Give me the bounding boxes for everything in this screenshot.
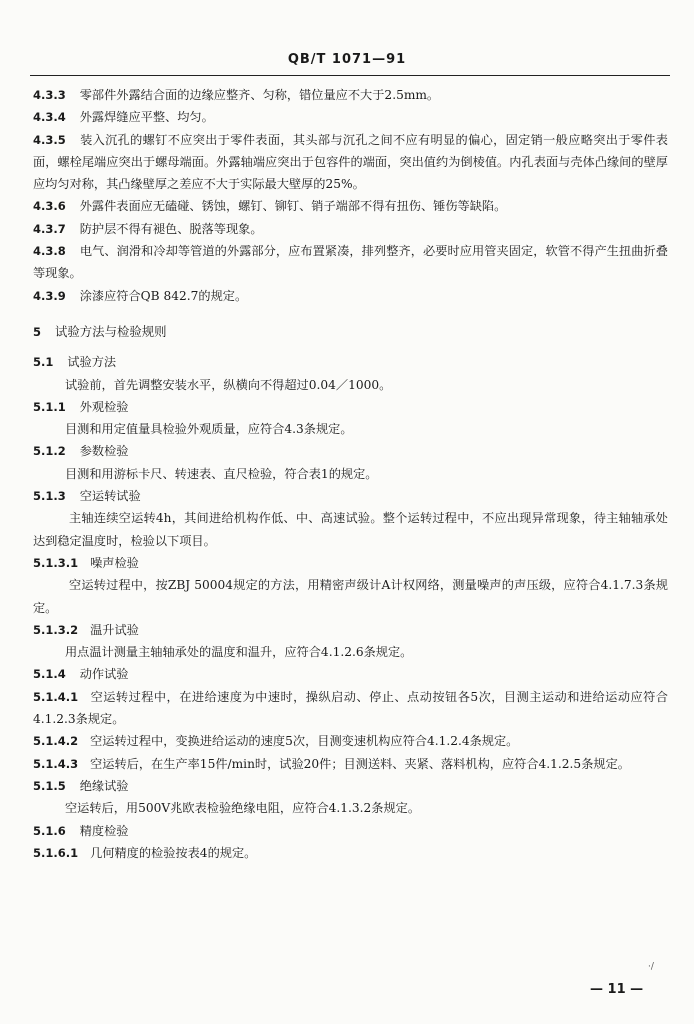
clause-number: 5.1.3 <box>33 489 66 504</box>
section-gap <box>33 307 668 321</box>
clause-text: 空运转过程中，变换进给运动的速度5次，目测变速机构应符合4.1.2.4条规定。 <box>90 734 519 749</box>
clause-number: 4.3.7 <box>33 221 66 236</box>
clause-4-3-9 <box>33 285 668 307</box>
clause-5-1-2-body: 目测和用游标卡尺、转速表、直尺检验，符合表1的规定。 <box>65 466 378 481</box>
clause-title: 温升试验 <box>90 622 139 637</box>
clause-5-1-1-body: 目测和用定值量具检验外观质量，应符合4.3条规定。 <box>65 422 353 437</box>
section-title: 试验方法与检验规则 <box>55 323 167 339</box>
clause-text: 防护层不得有褪色、脱落等现象。 <box>79 221 263 236</box>
clause-title: 绝缘试验 <box>79 778 129 793</box>
clause-4-3-8 <box>33 240 668 285</box>
clause-title: 空运转试验 <box>79 489 141 504</box>
clause-text: 外露焊缝应平整、均匀。 <box>79 110 214 125</box>
clause-text: 装入沉孔的螺钉不应突出于零件表面，其头部与沉孔之间不应有明显的偏心，固定销一般应略突出于零件表面，螺栓尾端应突出于螺母端面。外露轴端应突出于包容件的端面，突出值约为倒棱值。内孔表面与壳体凸缘间的壁厚应均匀对称，其凸缘壁厚之差应不大于实际最大壁厚的25%。 <box>33 132 668 192</box>
clause-number: 5.1.4.3 <box>33 756 79 771</box>
clause-text: 空运转过程中，在进给速度为中速时，操纵启动、停止、点动按钮各5次，目测主运动和进给运动应符合4.1.2.3条规定。 <box>33 689 668 727</box>
clause-number: 4.3.3 <box>33 88 66 102</box>
clause-5-1-3-2-title <box>33 619 668 641</box>
clause-4-3-5 <box>33 129 668 196</box>
clause-text: 零部件外露结合面的边缘应整齐、匀称，错位量应不大于2.5mm。 <box>79 88 440 102</box>
clause-5-1-2-title <box>33 440 668 462</box>
clause-number: 5.1 <box>33 355 54 370</box>
clause-5-1-3-2-body: 用点温计测量主轴轴承处的温度和温升，应符合4.1.2.6条规定。 <box>65 645 413 660</box>
clause-5-1-4-1 <box>33 686 668 731</box>
clause-number: 5.1.6 <box>33 823 66 838</box>
clause-number: 5.1.3.2 <box>33 622 79 637</box>
clause-number: 5.1.4.2 <box>33 734 79 749</box>
clause-5-1-4-3 <box>33 753 668 775</box>
clause-number: 4.3.4 <box>33 110 66 125</box>
clause-5-1-3-body: 主轴连续空运转4h，其间进给机构作低、中、高速试验。整个运转过程中，不应出现异常现象，待主轴轴承处达到稳定温度时，检验以下项目。 <box>33 511 668 548</box>
clause-title: 动作试验 <box>79 667 129 682</box>
clause-number: 5.1.4.1 <box>33 689 79 704</box>
clause-5-1-6-title <box>33 820 668 842</box>
clause-text: 几何精度的检验按表4的规定。 <box>90 845 257 860</box>
clause-5-1-title <box>33 351 668 373</box>
header-rule <box>30 75 670 76</box>
clause-text: 外露件表面应无磕碰、锈蚀，螺钉、铆钉、销子端部不得有扭伤、锤伤等缺陷。 <box>79 199 507 214</box>
clause-4-3-3 <box>33 84 668 106</box>
clause-number: 5.1.2 <box>33 444 66 459</box>
clause-5-1-5-body: 空运转后，用500V兆欧表检验绝缘电阻，应符合4.1.3.2条规定。 <box>65 801 421 816</box>
clause-number: 4.3.8 <box>33 244 66 259</box>
clause-number: 4.3.5 <box>33 132 66 147</box>
clause-5-1-1-title <box>33 396 668 418</box>
clause-5-1-3-1-title <box>33 552 668 574</box>
clause-title: 试验方法 <box>67 355 117 370</box>
page-number: — 11 — <box>590 982 644 997</box>
clause-5-1-body: 试验前，首先调整安装水平，纵横向不得超过0.04／1000。 <box>65 377 392 392</box>
clause-title: 外观检验 <box>79 399 129 414</box>
clause-4-3-7 <box>33 218 668 240</box>
clause-text: 空运转后，在生产率15件/min时，试验20件；目测送料、夹紧、落料机构，应符合4.1.2.5条规定。 <box>90 756 630 771</box>
clause-4-3-6 <box>33 195 668 217</box>
clause-title: 参数检验 <box>79 444 129 459</box>
clause-5-1-4-2 <box>33 730 668 752</box>
clause-number: 5.1.6.1 <box>33 845 79 860</box>
page-content <box>33 84 668 864</box>
section-gap <box>33 343 668 351</box>
clause-title: 精度检验 <box>79 823 129 838</box>
standard-header: QB/T 1071—91 <box>287 52 407 67</box>
clause-5-1-6-1 <box>33 842 668 864</box>
clause-4-3-4 <box>33 106 668 128</box>
clause-number: 5.1.5 <box>33 778 66 793</box>
clause-number: 4.3.6 <box>33 199 66 214</box>
clause-5-1-4-title <box>33 663 668 685</box>
clause-number: 5.1.1 <box>33 399 66 414</box>
clause-5-1-3-title <box>33 485 668 507</box>
clause-5-1-3-1-body: 空运转过程中，按ZBJ 50004规定的方法，用精密声级计A计权网络，测量噪声的声压级，应符合4.1.7.3条规定。 <box>33 578 668 615</box>
section-number: 5 <box>33 324 42 339</box>
clause-number: 5.1.4 <box>33 667 66 682</box>
clause-text: 电气、润滑和冷却等管道的外露部分，应布置紧凑，排列整齐，必要时应用管夹固定，软管不得产生扭曲折叠等现象。 <box>33 244 668 281</box>
clause-text: 涂漆应符合QB 842.7的规定。 <box>79 288 248 303</box>
clause-number: 4.3.9 <box>33 288 66 303</box>
margin-mark: ·/ <box>648 962 654 972</box>
clause-number: 5.1.3.1 <box>33 555 79 570</box>
section-5-heading <box>33 321 668 343</box>
clause-5-1-5-title <box>33 775 668 797</box>
clause-title: 噪声检验 <box>90 555 139 570</box>
